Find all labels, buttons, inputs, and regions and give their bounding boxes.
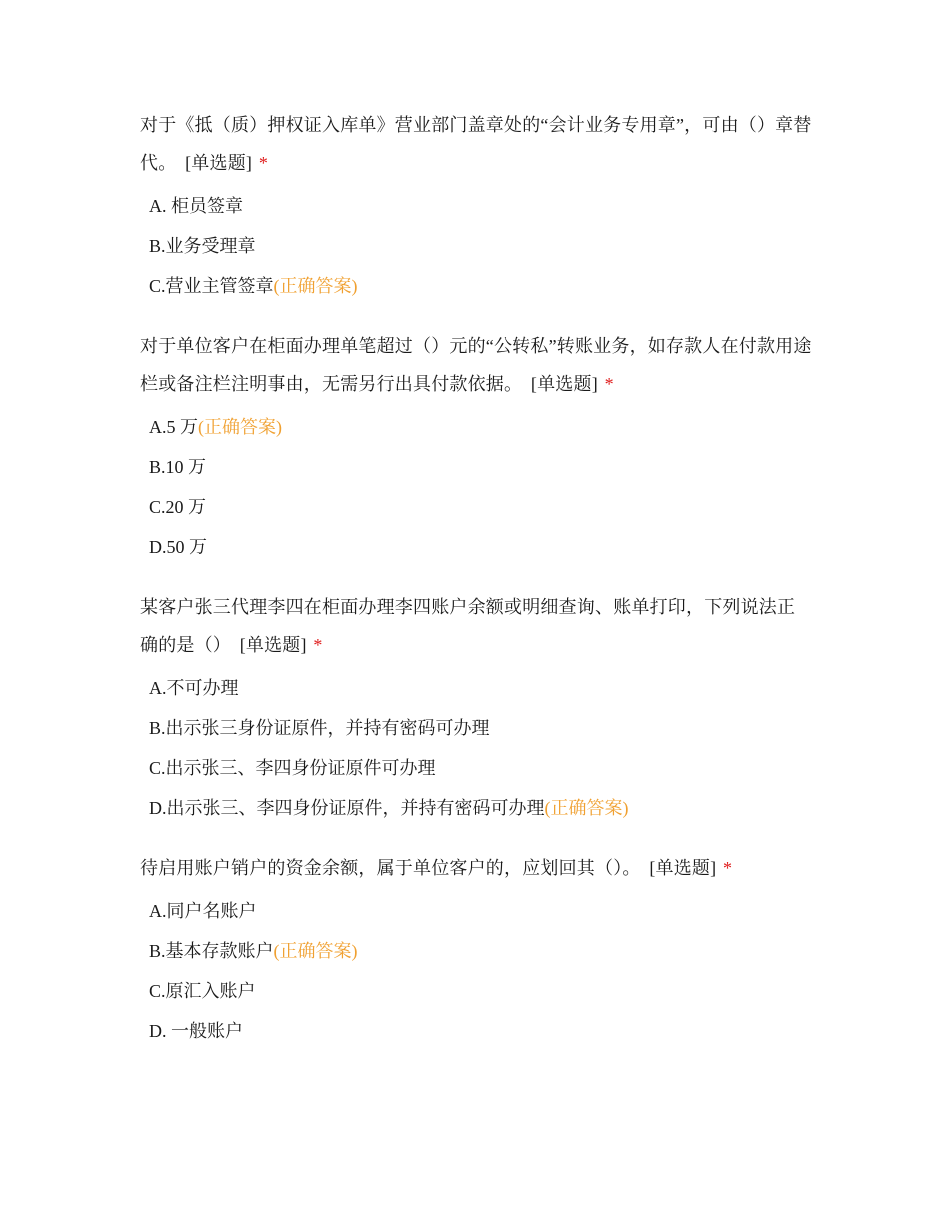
question-2	[140, 327, 812, 567]
question-text	[140, 327, 812, 403]
question-type-label: [单选题]	[649, 858, 717, 878]
option-d	[149, 788, 812, 828]
options-list	[140, 186, 812, 306]
option-label: A. 柜员签章	[149, 196, 243, 216]
question-1	[140, 106, 812, 306]
correct-answer-tag: (正确答案)	[544, 798, 629, 818]
option-d	[149, 1011, 812, 1051]
options-list	[140, 891, 812, 1051]
required-asterisk: *	[604, 374, 614, 394]
option-c	[149, 266, 812, 306]
option-c	[149, 748, 812, 788]
option-label: A.同户名账户	[149, 901, 257, 921]
question-stem: 某客户张三代理李四在柜面办理李四账户余额或明细查询、账单打印，下列说法正确的是（）	[140, 597, 796, 655]
option-label: B.10 万	[149, 457, 207, 477]
option-a	[149, 407, 812, 447]
option-b	[149, 226, 812, 266]
option-label: C.出示张三、李四身份证原件可办理	[149, 758, 436, 778]
option-a	[149, 668, 812, 708]
option-label: C.20 万	[149, 497, 207, 517]
question-text	[140, 106, 812, 182]
option-b	[149, 931, 812, 971]
option-c	[149, 487, 812, 527]
required-asterisk: *	[313, 635, 323, 655]
option-label: B.出示张三身份证原件，并持有密码可办理	[149, 718, 490, 738]
option-label: A.5 万	[149, 417, 198, 437]
question-stem: 对于《抵（质）押权证入库单》营业部门盖章处的“会计业务专用章”，可由（）章替代。	[140, 115, 812, 173]
option-label: A.不可办理	[149, 678, 239, 698]
option-label: C.营业主管签章	[149, 276, 274, 296]
question-4	[140, 849, 812, 1051]
option-d	[149, 527, 812, 567]
option-label: C.原汇入账户	[149, 981, 256, 1001]
question-type-label: [单选题]	[185, 153, 253, 173]
question-stem: 对于单位客户在柜面办理单笔超过（）元的“公转私”转账业务，如存款人在付款用途栏或备注栏注明事由，无需另行出具付款依据。	[140, 336, 812, 394]
option-b	[149, 708, 812, 748]
options-list	[140, 668, 812, 828]
correct-answer-tag: (正确答案)	[198, 417, 282, 437]
option-label: D.出示张三、李四身份证原件，并持有密码可办理	[149, 798, 545, 818]
option-b	[149, 447, 812, 487]
option-c	[149, 971, 812, 1011]
correct-answer-tag: (正确答案)	[273, 276, 358, 296]
required-asterisk: *	[258, 153, 269, 173]
option-a	[149, 186, 812, 226]
required-asterisk: *	[723, 858, 733, 878]
option-label: B.业务受理章	[149, 236, 256, 256]
correct-answer-tag: (正确答案)	[273, 941, 358, 961]
option-a	[149, 891, 812, 931]
option-label: D. 一般账户	[149, 1021, 243, 1041]
question-3	[140, 588, 812, 828]
option-label: B.基本存款账户	[149, 941, 274, 961]
option-label: D.50 万	[149, 537, 207, 557]
question-type-label: [单选题]	[239, 635, 307, 655]
question-text	[140, 588, 812, 664]
options-list	[140, 407, 812, 567]
question-text	[140, 849, 812, 887]
question-stem: 待启用账户销户的资金余额，属于单位客户的，应划回其（）。	[140, 858, 641, 878]
question-type-label: [单选题]	[530, 374, 598, 394]
quiz-document	[140, 106, 812, 1051]
